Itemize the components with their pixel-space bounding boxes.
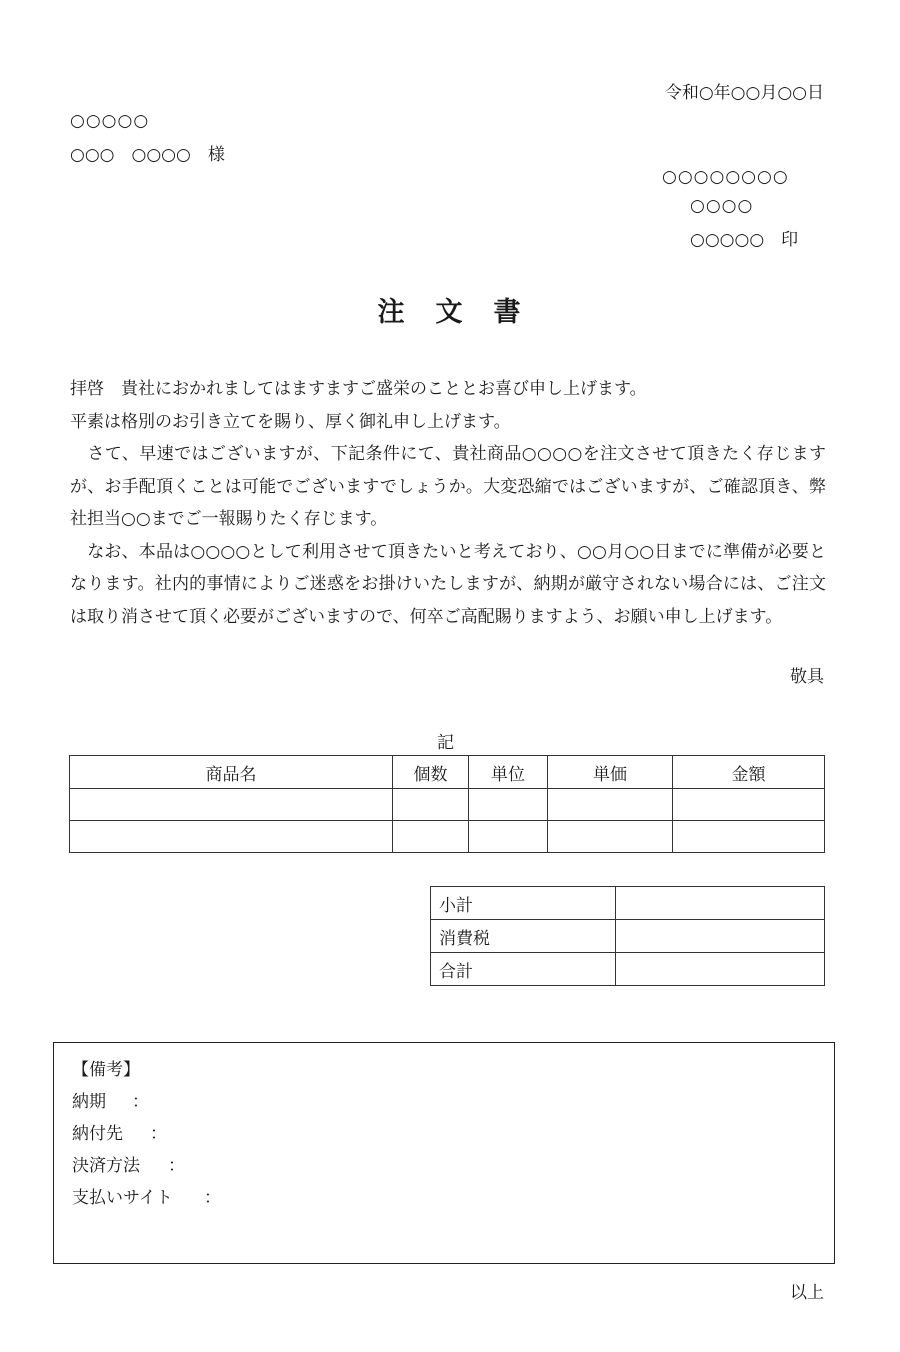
thanks-paragraph: 平素は格別のお引き立てを賜り、厚く御礼申し上げます。 bbox=[70, 411, 511, 432]
cell-amount[interactable] bbox=[673, 789, 825, 821]
cell-unit-price[interactable] bbox=[548, 821, 673, 853]
cell-unit[interactable] bbox=[469, 821, 548, 853]
remark-label: 納期 bbox=[72, 1092, 106, 1112]
sender-company: ○○○○○○○○ bbox=[662, 167, 789, 187]
deadline-paragraph: なお、本品は○○○○として利用させて頂きたいと考えており、○○月○○日までに準備が必要となります。社内的事情によりご迷惑をお掛けいたしますが、納期が厳守されない場合には、ご注文は取り消させて頂く必要がございますので、何卒ご高配賜りますよう、お願い申し上げます。 bbox=[70, 541, 826, 627]
col-quantity: 個数 bbox=[393, 756, 469, 789]
order-table bbox=[69, 755, 825, 853]
remark-label: 納付先 bbox=[72, 1124, 123, 1144]
end-mark: 以上 bbox=[790, 1283, 824, 1303]
sender-name-seal: ○○○○○ 印 bbox=[690, 230, 799, 250]
remarks-title: 【備考】 bbox=[72, 1060, 140, 1080]
remark-delivery-destination bbox=[72, 1119, 167, 1144]
cell-product-name[interactable] bbox=[70, 789, 393, 821]
col-amount: 金額 bbox=[673, 756, 825, 789]
table-row bbox=[70, 789, 825, 821]
cell-quantity[interactable] bbox=[393, 789, 469, 821]
remark-label: 支払いサイト bbox=[72, 1188, 173, 1208]
total-value[interactable] bbox=[616, 953, 825, 986]
remark-colon: ： bbox=[168, 1156, 185, 1176]
remark-payment-method bbox=[72, 1151, 185, 1176]
cell-product-name[interactable] bbox=[70, 821, 393, 853]
remark-colon: ： bbox=[132, 1092, 149, 1112]
table-row bbox=[70, 821, 825, 853]
col-unit-price: 単価 bbox=[548, 756, 673, 789]
tax-row bbox=[431, 920, 825, 953]
col-unit: 単位 bbox=[469, 756, 548, 789]
remark-colon: ： bbox=[204, 1188, 221, 1208]
cell-quantity[interactable] bbox=[393, 821, 469, 853]
order-table-header-row bbox=[70, 756, 825, 789]
total-label: 合計 bbox=[431, 953, 616, 986]
issue-date: 令和○年○○月○○日 bbox=[664, 83, 824, 103]
col-product-name: 商品名 bbox=[70, 756, 393, 789]
totals-table bbox=[430, 886, 825, 986]
recipient-company: ○○○○○ bbox=[70, 111, 150, 131]
cell-unit-price[interactable] bbox=[548, 789, 673, 821]
subtotal-label: 小計 bbox=[431, 887, 616, 920]
subtotal-row bbox=[431, 887, 825, 920]
remark-payment-terms bbox=[72, 1183, 221, 1208]
closing-word: 敬具 bbox=[790, 667, 824, 687]
recipient-name: ○○○ ○○○○ 様 bbox=[70, 145, 225, 165]
greeting-paragraph: 拝啓 貴社におかれましてはますますご盛栄のこととお喜び申し上げます。 bbox=[70, 379, 647, 399]
order-request-paragraph: さて、早速ではございますが、下記条件にて、貴社商品○○○○を注文させて頂きたく存じますが、お手配頂くことは可能でございますでしょうか。大変恐縮ではございますが、ご確認頂き、弊社担当○○までご一報賜りたく存じます。 bbox=[70, 444, 826, 529]
tax-label: 消費税 bbox=[431, 920, 616, 953]
tax-value[interactable] bbox=[616, 920, 825, 953]
ki-heading: 記 bbox=[437, 733, 454, 753]
cell-amount[interactable] bbox=[673, 821, 825, 853]
remark-colon: ： bbox=[150, 1124, 167, 1144]
sender-department: ○○○○ bbox=[690, 196, 754, 216]
document-title: 注 文 書 bbox=[377, 297, 523, 328]
remark-label: 決済方法 bbox=[72, 1156, 140, 1176]
subtotal-value[interactable] bbox=[616, 887, 825, 920]
remark-delivery-date bbox=[72, 1087, 149, 1112]
cell-unit[interactable] bbox=[469, 789, 548, 821]
letter-body bbox=[70, 373, 826, 633]
remarks-box bbox=[53, 1042, 835, 1264]
total-row bbox=[431, 953, 825, 986]
